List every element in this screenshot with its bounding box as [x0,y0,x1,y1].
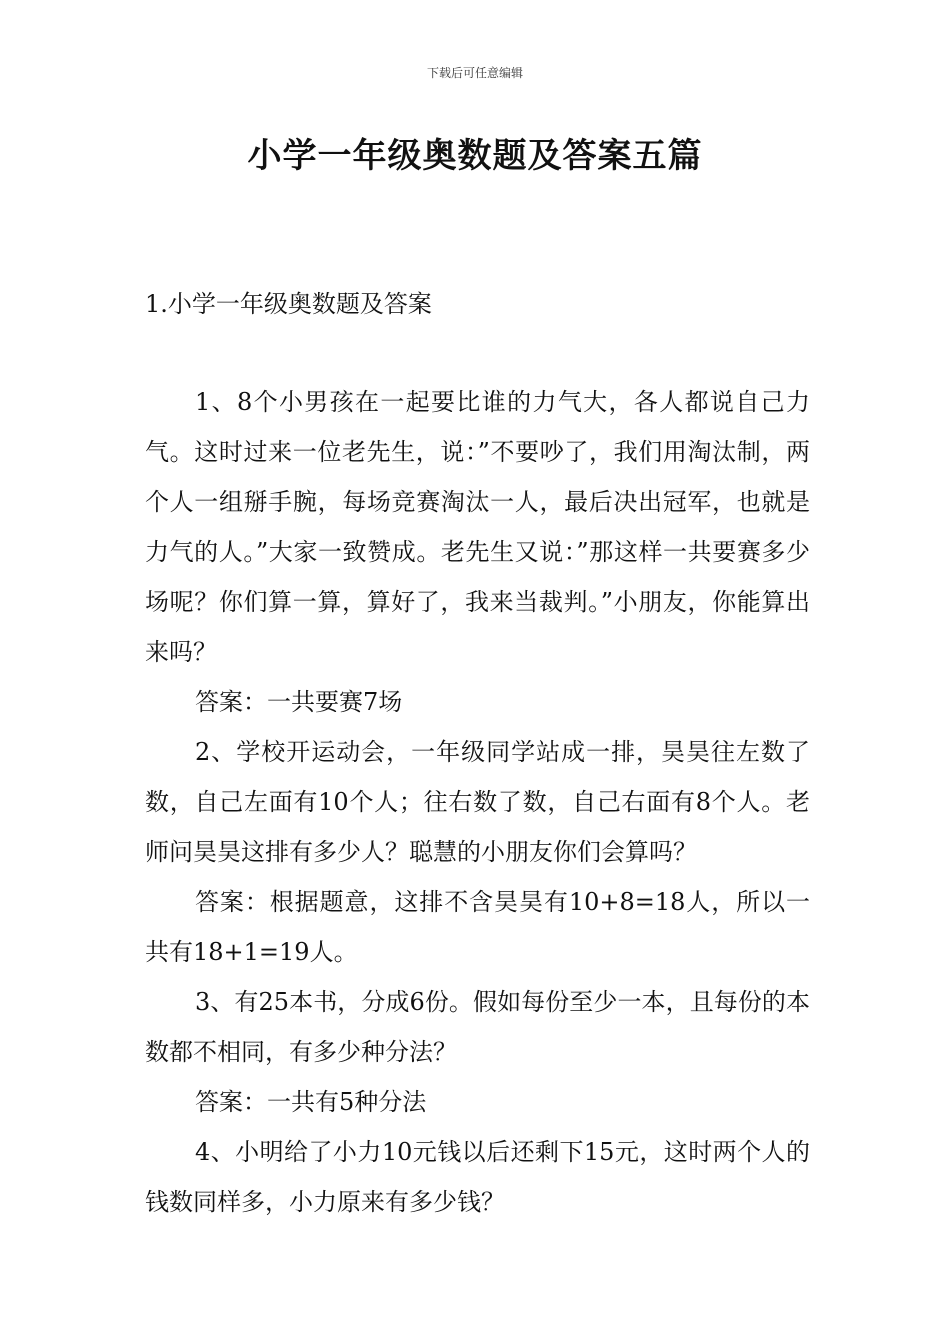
question-1-paragraph: 1、8个小男孩在一起要比谁的力气大，各人都说自己力气。这时过来一位老先生，说：”不要吵了，我们用淘汰制，两个人一组掰手腕，每场竞赛淘汰一人，最后决出冠军，也就是力气的人。”大家一致赞成。老先生又说：”那这样一共要赛多少场呢？你们算一算，算好了，我来当裁判。”小朋友，你能算出来吗？ [145,388,810,666]
document-title: 小学一年级奥数题及答案五篇 [247,136,703,176]
header-note: 下载后可任意编辑 [426,66,523,80]
section-heading: 1.小学一年级奥数题及答案 [145,290,432,318]
answer-2-paragraph: 答案：根据题意，这排不含昊昊有10+8=18人，所以一共有18+1=19人。 [145,888,810,966]
question-4-paragraph: 4、小明给了小力10元钱以后还剩下15元，这时两个人的钱数同样多，小力原来有多少钱？ [145,1138,810,1216]
answer-3-paragraph: 答案：一共有5种分法 [195,1088,427,1116]
answer-1-paragraph: 答案：一共要赛7场 [195,688,403,716]
question-2-paragraph: 2、学校开运动会，一年级同学站成一排，昊昊往左数了数，自己左面有10个人；往右数了数，自己右面有8个人。老师问昊昊这排有多少人？聪慧的小朋友你们会算吗？ [145,738,810,866]
question-3-paragraph: 3、有25本书，分成6份。假如每份至少一本，且每份的本数都不相同，有多少种分法？ [145,988,810,1066]
document-body [145,377,810,1227]
